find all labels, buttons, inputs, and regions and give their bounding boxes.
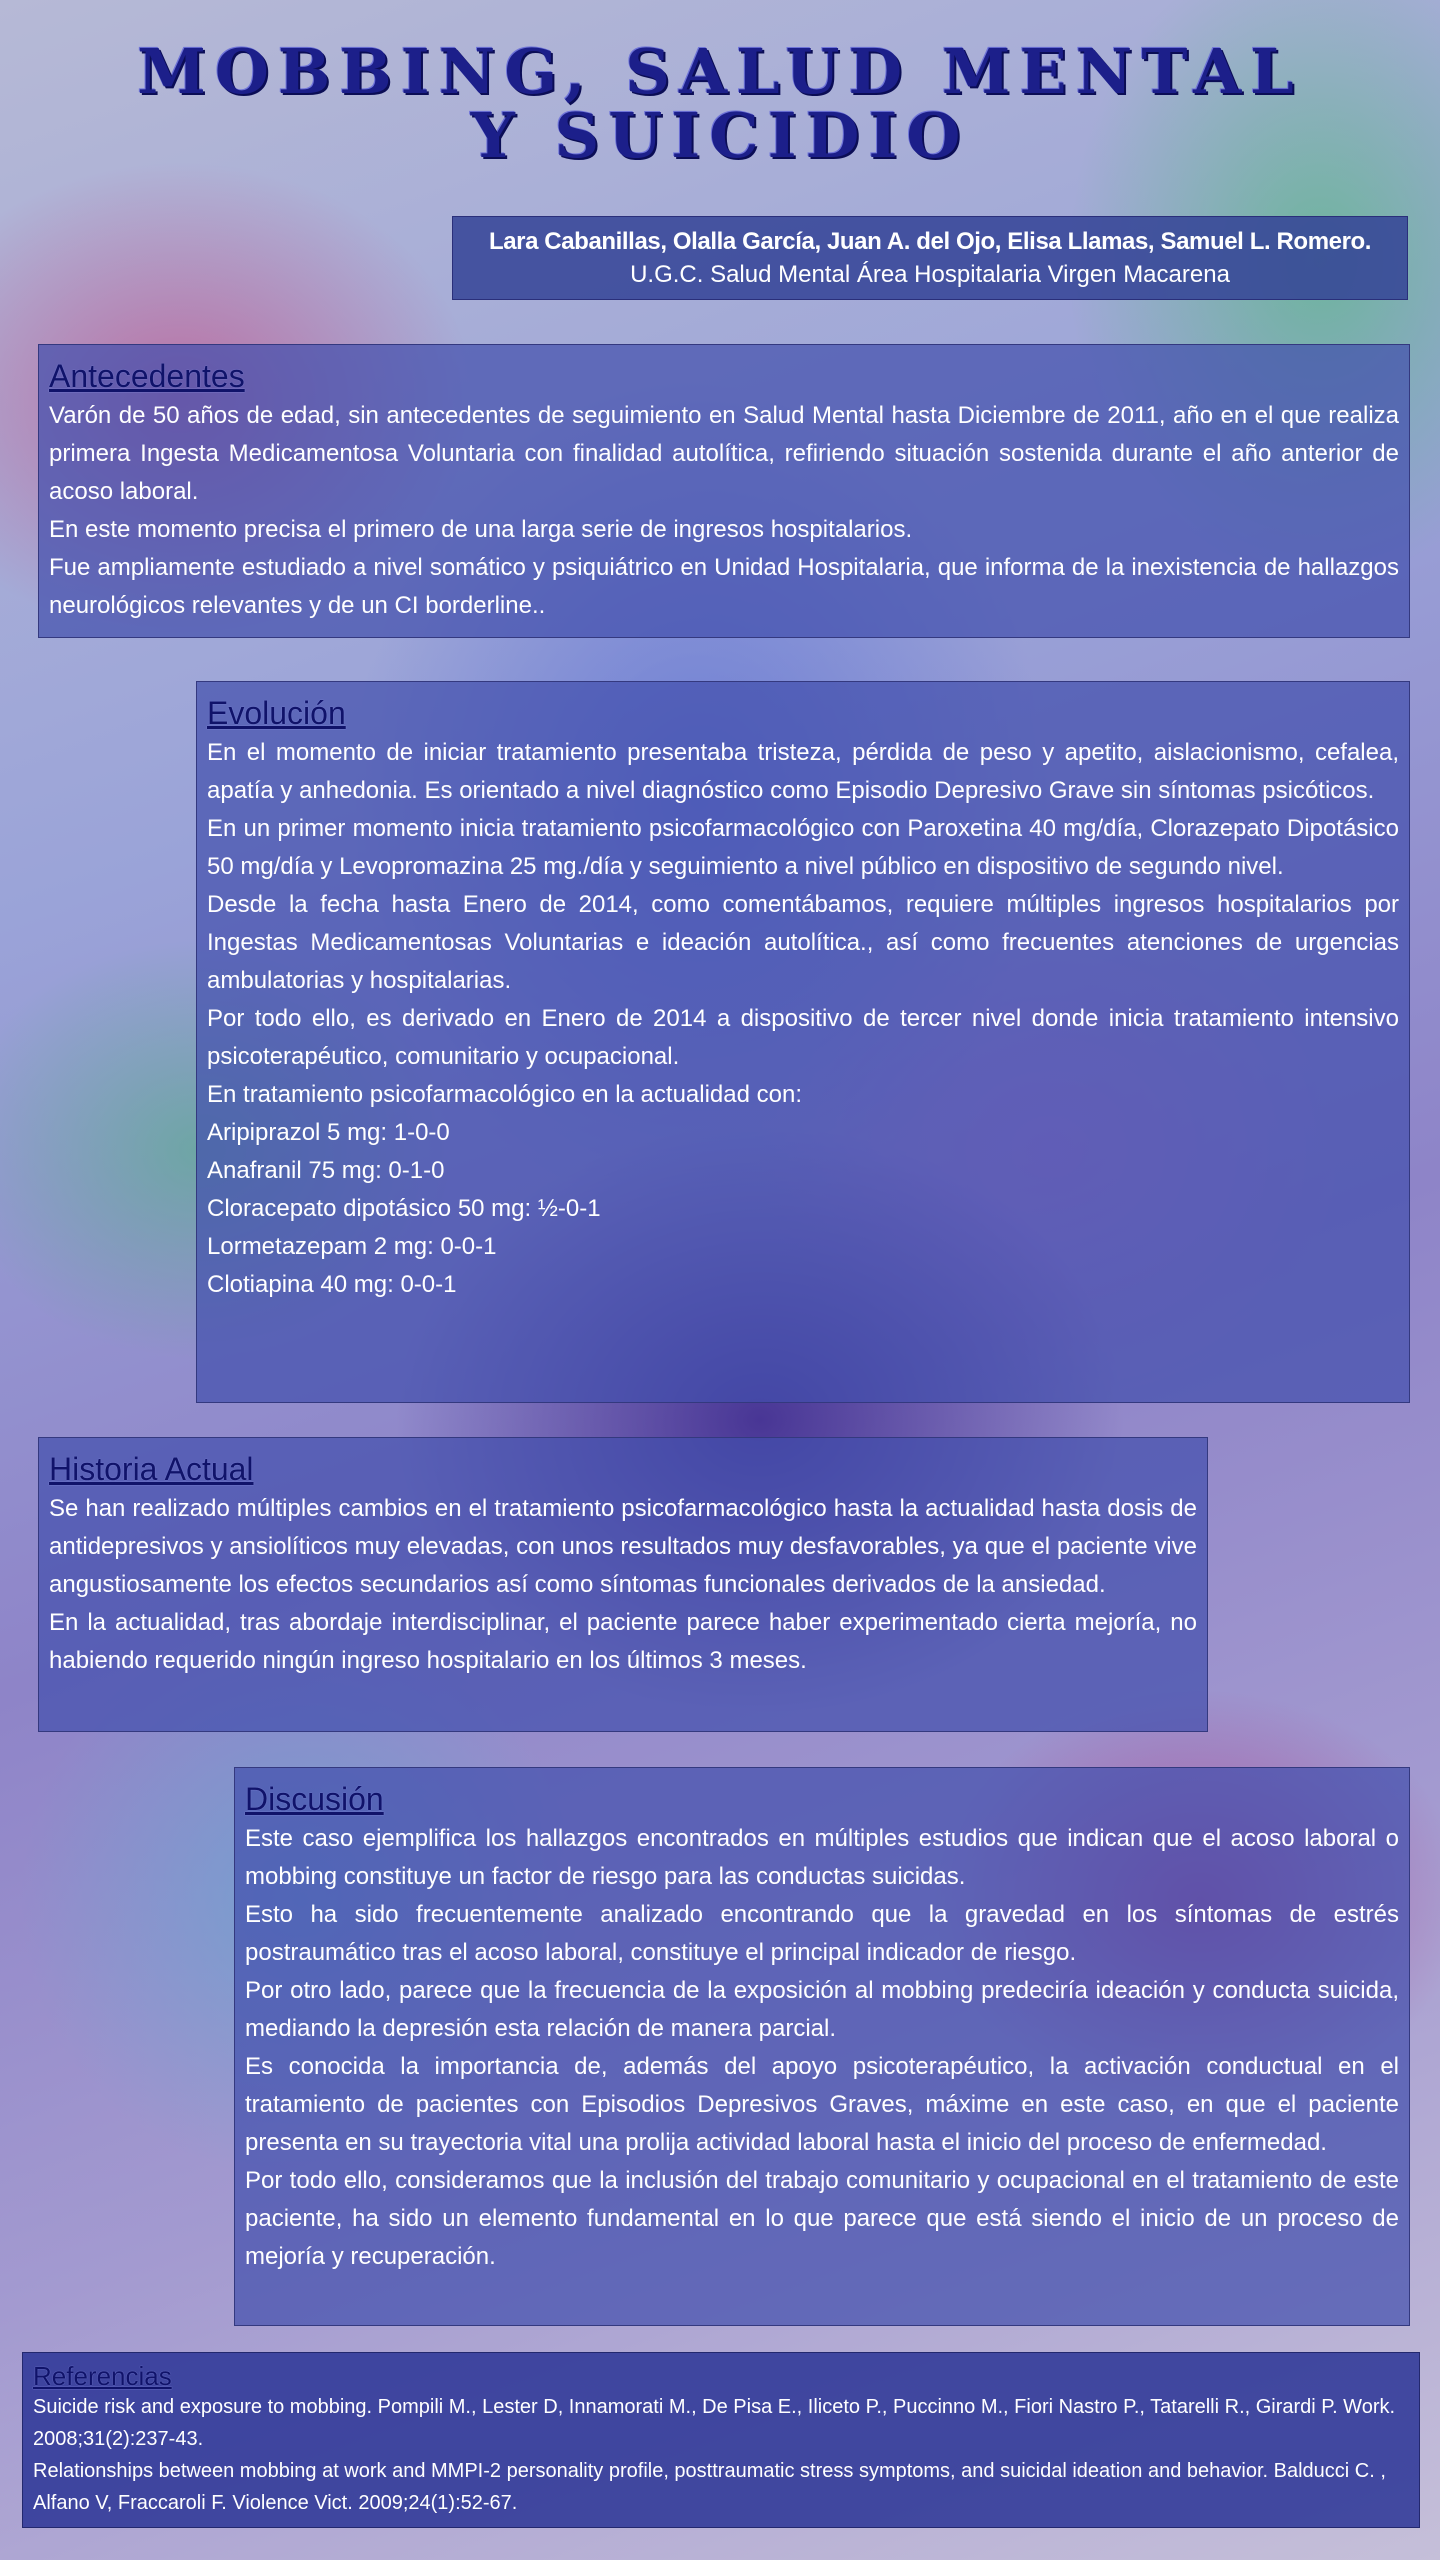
paragraph: Este caso ejemplifica los hallazgos encontrados en múltiples estudios que indican que el acoso laboral o mobbing constituye un factor de riesgo para las conductas suicidas.: [245, 1825, 1399, 1890]
title-line-2: Y SUICIDIO: [470, 99, 970, 172]
paragraph: Esto ha sido frecuentemente analizado encontrando que la gravedad en los síntomas de estrés postraumático tras el acoso laboral, constituye el principal indicador de riesgo.: [245, 1901, 1399, 1966]
section-referencias: [22, 2352, 1420, 2528]
title-line-1: MOBBING, SALUD MENTAL: [137, 35, 1303, 108]
paragraph: Se han realizado múltiples cambios en el tratamiento psicofarmacológico hasta la actualidad hasta dosis de antidepresivos y ansiolíticos muy elevadas, con unos resultados muy desfavorables, ya que el paciente vive angustiosamente los efectos secundarios así como síntomas funcionales derivados de la ansiedad.: [49, 1495, 1197, 1598]
medication-item: Cloracepato dipotásico 50 mg: ½-0-1: [207, 1195, 601, 1222]
paragraph: Fue ampliamente estudiado a nivel somático y psiquiátrico en Unidad Hospitalaria, que informa de la inexistencia de hallazgos neurológicos relevantes y de un CI borderline..: [49, 554, 1399, 619]
authors-box: [452, 216, 1408, 300]
paragraph: En el momento de iniciar tratamiento presentaba tristeza, pérdida de peso y apetito, aislacionismo, cefalea, apatía y anhedonia. Es orientado a nivel diagnóstico como Episodio Depresivo Grave sin síntomas psicóticos.: [207, 739, 1399, 804]
medication-item: Clotiapina 40 mg: 0-0-1: [207, 1271, 457, 1298]
medication-item: Lormetazepam 2 mg: 0-0-1: [207, 1233, 497, 1260]
section-heading: Antecedentes: [49, 358, 245, 394]
medication-item: Anafranil 75 mg: 0-1-0: [207, 1157, 445, 1184]
paragraph: Es conocida la importancia de, además del apoyo psicoterapéutico, la activación conductual en el tratamiento de pacientes con Episodios Depresivos Graves, máxime en este caso, en que el paciente presenta en su trayectoria vital una prolija actividad laboral hasta el inicio del proceso de enfermedad.: [245, 2053, 1399, 2156]
medication-item: Aripiprazol 5 mg: 1-0-0: [207, 1119, 450, 1146]
section-discusion: [234, 1767, 1410, 2326]
paragraph: Desde la fecha hasta Enero de 2014, como comentábamos, requiere múltiples ingresos hospitalarios por Ingestas Medicamentosas Voluntarias e ideación autolítica., así como frecuentes atenciones de urgencias ambulatorias y hospitalarias.: [207, 891, 1399, 994]
section-heading: Historia Actual: [49, 1451, 254, 1487]
paragraph: En la actualidad, tras abordaje interdisciplinar, el paciente parece haber experimentado cierta mejoría, no habiendo requerido ningún ingreso hospitalario en los últimos 3 meses.: [49, 1609, 1197, 1674]
paragraph: En este momento precisa el primero de una larga serie de ingresos hospitalarios.: [49, 516, 913, 543]
section-antecedentes: [38, 344, 1410, 638]
author-names: Lara Cabanillas, Olalla García, Juan A. del Ojo, Elisa Llamas, Samuel L. Romero.: [488, 228, 1372, 255]
paragraph: En un primer momento inicia tratamiento psicofarmacológico con Paroxetina 40 mg/día, Clorazepato Dipotásico 50 mg/día y Levopromazina 25 mg./día y seguimiento a nivel público en dispositivo de segundo nivel.: [207, 815, 1399, 880]
poster-title: [0, 35, 1440, 172]
section-heading: Discusión: [245, 1781, 384, 1817]
institution: U.G.C. Salud Mental Área Hospitalaria Virgen Macarena: [630, 261, 1230, 288]
section-heading: Evolución: [207, 695, 346, 731]
section-historia-actual: [38, 1437, 1208, 1732]
reference-item: Relationships between mobbing at work and MMPI-2 personality profile, posttraumatic stress symptoms, and suicidal ideation and behavior. Balducci C. , Alfano V, Fraccaroli F. Violence Vict. 2009;24(1):52-67.: [33, 2460, 1386, 2514]
paragraph: Por otro lado, parece que la frecuencia de la exposición al mobbing predeciría ideación y conducta suicida, mediando la depresión esta relación de manera parcial.: [245, 1977, 1399, 2042]
section-heading: Referencias: [33, 2361, 172, 2391]
paragraph: Varón de 50 años de edad, sin antecedentes de seguimiento en Salud Mental hasta Diciembre de 2011, año en el que realiza primera Ingesta Medicamentosa Voluntaria con finalidad autolítica, refiriendo situación sostenida durante el año anterior de acoso laboral.: [49, 402, 1399, 505]
paragraph: Por todo ello, es derivado en Enero de 2014 a dispositivo de tercer nivel donde inicia tratamiento intensivo psicoterapéutico, comunitario y ocupacional.: [207, 1005, 1399, 1070]
section-evolucion: [196, 681, 1410, 1403]
paragraph: Por todo ello, consideramos que la inclusión del trabajo comunitario y ocupacional en el tratamiento de este paciente, ha sido un elemento fundamental en lo que parece que está siendo el inicio de un proceso de mejoría y recuperación.: [245, 2167, 1399, 2270]
paragraph: En tratamiento psicofarmacológico en la actualidad con:: [207, 1081, 803, 1108]
reference-item: Suicide risk and exposure to mobbing. Pompili M., Lester D, Innamorati M., De Pisa E., Iliceto P., Puccinno M., Fiori Nastro P., Tatarelli R., Girardi P. Work. 2008;31(2):237-43.: [33, 2396, 1396, 2450]
